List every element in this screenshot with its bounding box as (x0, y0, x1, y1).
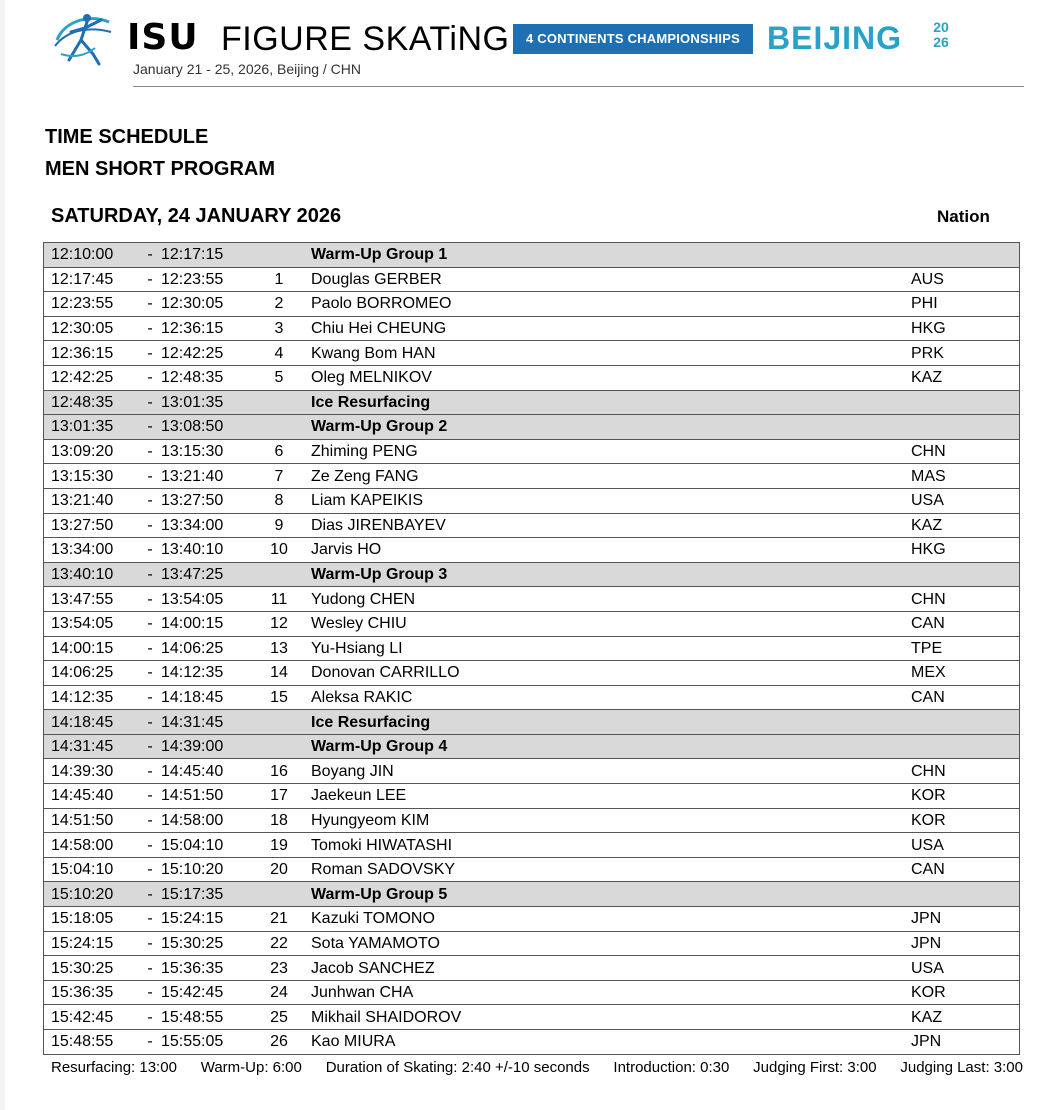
start-number: 22 (257, 931, 301, 956)
start-number: 13 (257, 636, 301, 661)
nation-code: USA (911, 956, 1020, 981)
skater-name: Liam KAPEIKIS (301, 488, 911, 513)
end-time: 14:45:40 (161, 759, 257, 784)
end-time: 14:31:45 (161, 710, 257, 735)
end-time: 15:10:20 (161, 857, 257, 882)
schedule-group-row (44, 882, 1020, 907)
start-time: 12:17:45 (44, 267, 140, 292)
nation-code: PHI (911, 292, 1020, 317)
isu-logo-text: ISU (127, 17, 199, 58)
skater-name: Ze Zeng FANG (301, 464, 911, 489)
nation-code: MAS (911, 464, 1020, 489)
start-number: 25 (257, 1005, 301, 1030)
start-time: 13:27:50 (44, 513, 140, 538)
nation-code: CAN (911, 857, 1020, 882)
nation-code: AUS (911, 267, 1020, 292)
start-number (257, 243, 301, 268)
skater-name: Tomoki HIWATASHI (301, 833, 911, 858)
nation-code: CAN (911, 611, 1020, 636)
start-number (257, 882, 301, 907)
start-time: 14:45:40 (44, 784, 140, 809)
start-time: 15:24:15 (44, 931, 140, 956)
end-time: 15:48:55 (161, 1005, 257, 1030)
nation-code: JPN (911, 1030, 1020, 1055)
start-number: 21 (257, 907, 301, 932)
footer-duration: Duration of Skating: 2:40 +/-10 seconds (325, 1059, 590, 1076)
schedule-row (44, 611, 1020, 636)
header-divider (133, 86, 1024, 87)
end-time: 15:17:35 (161, 882, 257, 907)
end-time: 13:27:50 (161, 488, 257, 513)
start-time: 13:09:20 (44, 439, 140, 464)
start-time: 15:04:10 (44, 857, 140, 882)
skater-name: Junhwan CHA (301, 980, 911, 1005)
time-separator: - (139, 538, 161, 563)
group-label: Ice Resurfacing (301, 710, 911, 735)
schedule-row (44, 267, 1020, 292)
start-number: 8 (257, 488, 301, 513)
skater-name: Paolo BORROMEO (301, 292, 911, 317)
start-time: 14:31:45 (44, 734, 140, 759)
time-separator: - (139, 636, 161, 661)
nation-code: HKG (911, 538, 1020, 563)
schedule-row (44, 464, 1020, 489)
event-header (49, 8, 1024, 80)
start-time: 13:40:10 (44, 562, 140, 587)
time-separator: - (139, 685, 161, 710)
nation-code (911, 390, 1020, 415)
start-number (257, 415, 301, 440)
time-separator: - (139, 587, 161, 612)
start-number: 3 (257, 316, 301, 341)
start-number: 19 (257, 833, 301, 858)
time-separator: - (139, 611, 161, 636)
nation-code: USA (911, 833, 1020, 858)
start-number: 24 (257, 980, 301, 1005)
nation-code: KAZ (911, 513, 1020, 538)
start-time: 13:01:35 (44, 415, 140, 440)
end-time: 15:36:35 (161, 956, 257, 981)
nation-code: KOR (911, 808, 1020, 833)
start-time: 13:47:55 (44, 587, 140, 612)
schedule-group-row (44, 243, 1020, 268)
skater-name: Aleksa RAKIC (301, 685, 911, 710)
start-time: 12:48:35 (44, 390, 140, 415)
time-separator: - (139, 1030, 161, 1055)
end-time: 15:42:45 (161, 980, 257, 1005)
schedule-group-row (44, 562, 1020, 587)
end-time: 15:24:15 (161, 907, 257, 932)
schedule-row (44, 1030, 1020, 1055)
schedule-group-row (44, 390, 1020, 415)
time-separator: - (139, 562, 161, 587)
footer-introduction: Introduction: 0:30 (613, 1059, 730, 1076)
event-year-top: 20 (933, 19, 949, 35)
start-time: 15:10:20 (44, 882, 140, 907)
time-separator: - (139, 710, 161, 735)
end-time: 13:40:10 (161, 538, 257, 563)
nation-code: KOR (911, 784, 1020, 809)
nation-column-header: Nation (937, 207, 990, 226)
schedule-row (44, 1005, 1020, 1030)
skater-name: Yudong CHEN (301, 587, 911, 612)
group-label: Ice Resurfacing (301, 390, 911, 415)
start-number (257, 562, 301, 587)
end-time: 14:00:15 (161, 611, 257, 636)
time-separator: - (139, 267, 161, 292)
skater-name: Hyungyeom KIM (301, 808, 911, 833)
start-number: 10 (257, 538, 301, 563)
start-time: 14:06:25 (44, 661, 140, 686)
start-time: 15:42:45 (44, 1005, 140, 1030)
time-separator: - (139, 1005, 161, 1030)
schedule-row (44, 759, 1020, 784)
end-time: 13:54:05 (161, 587, 257, 612)
start-time: 12:10:00 (44, 243, 140, 268)
skater-name: Yu-Hsiang LI (301, 636, 911, 661)
skater-name: Roman SADOVSKY (301, 857, 911, 882)
end-time: 12:36:15 (161, 316, 257, 341)
start-number: 17 (257, 784, 301, 809)
end-time: 15:55:05 (161, 1030, 257, 1055)
start-number: 12 (257, 611, 301, 636)
start-time: 13:15:30 (44, 464, 140, 489)
time-separator: - (139, 882, 161, 907)
time-separator: - (139, 292, 161, 317)
nation-code (911, 734, 1020, 759)
schedule-row (44, 980, 1020, 1005)
nation-code: KAZ (911, 1005, 1020, 1030)
schedule-row (44, 292, 1020, 317)
nation-code: HKG (911, 316, 1020, 341)
schedule-row (44, 636, 1020, 661)
schedule-row (44, 907, 1020, 932)
end-time: 12:23:55 (161, 267, 257, 292)
end-time: 12:30:05 (161, 292, 257, 317)
skater-name: Sota YAMAMOTO (301, 931, 911, 956)
skater-name: Douglas GERBER (301, 267, 911, 292)
nation-code: JPN (911, 907, 1020, 932)
end-time: 14:39:00 (161, 734, 257, 759)
start-time: 12:30:05 (44, 316, 140, 341)
nation-code: USA (911, 488, 1020, 513)
schedule-row (44, 513, 1020, 538)
time-separator: - (139, 661, 161, 686)
nation-code (911, 710, 1020, 735)
skater-logo-icon (51, 10, 117, 68)
schedule-row (44, 685, 1020, 710)
schedule-row (44, 833, 1020, 858)
nation-code (911, 415, 1020, 440)
time-separator: - (139, 464, 161, 489)
nation-code (911, 882, 1020, 907)
schedule-group-row (44, 710, 1020, 735)
start-number (257, 390, 301, 415)
footer-resurfacing: Resurfacing: 13:00 (51, 1059, 177, 1076)
time-separator: - (139, 759, 161, 784)
start-number: 1 (257, 267, 301, 292)
segment-title: MEN SHORT PROGRAM (45, 158, 275, 180)
skater-name: Kao MIURA (301, 1030, 911, 1055)
start-number: 20 (257, 857, 301, 882)
start-number: 5 (257, 365, 301, 390)
schedule-row (44, 316, 1020, 341)
time-separator: - (139, 439, 161, 464)
schedule-row (44, 488, 1020, 513)
nation-code (911, 243, 1020, 268)
event-year (929, 20, 953, 50)
event-year-bottom: 26 (933, 34, 949, 50)
schedule-date: SATURDAY, 24 JANUARY 2026 (51, 205, 342, 227)
event-dates: January 21 - 25, 2026, Beijing / CHN (133, 61, 362, 77)
host-city: BEIJING (767, 20, 903, 56)
group-label: Warm-Up Group 5 (301, 882, 911, 907)
start-number (257, 734, 301, 759)
schedule-row (44, 784, 1020, 809)
start-time: 12:23:55 (44, 292, 140, 317)
start-number: 18 (257, 808, 301, 833)
start-time: 12:36:15 (44, 341, 140, 366)
schedule-row (44, 587, 1020, 612)
start-time: 13:34:00 (44, 538, 140, 563)
start-time: 14:00:15 (44, 636, 140, 661)
time-separator: - (139, 488, 161, 513)
start-number: 9 (257, 513, 301, 538)
end-time: 14:58:00 (161, 808, 257, 833)
group-label: Warm-Up Group 4 (301, 734, 911, 759)
schedule-row (44, 956, 1020, 981)
nation-code: PRK (911, 341, 1020, 366)
start-time: 14:18:45 (44, 710, 140, 735)
end-time: 13:34:00 (161, 513, 257, 538)
nation-code: CHN (911, 759, 1020, 784)
time-separator: - (139, 316, 161, 341)
start-time: 14:39:30 (44, 759, 140, 784)
time-separator: - (139, 808, 161, 833)
footer-warmup: Warm-Up: 6:00 (200, 1059, 302, 1076)
start-number: 15 (257, 685, 301, 710)
time-separator: - (139, 341, 161, 366)
start-time: 14:58:00 (44, 833, 140, 858)
group-label: Warm-Up Group 2 (301, 415, 911, 440)
schedule-row (44, 661, 1020, 686)
skater-name: Boyang JIN (301, 759, 911, 784)
skater-name: Chiu Hei CHEUNG (301, 316, 911, 341)
start-number: 4 (257, 341, 301, 366)
schedule-group-row (44, 734, 1020, 759)
nation-code: CHN (911, 587, 1020, 612)
start-time: 15:18:05 (44, 907, 140, 932)
time-separator: - (139, 931, 161, 956)
schedule-row (44, 365, 1020, 390)
schedule-table (43, 242, 1020, 1055)
nation-code: JPN (911, 931, 1020, 956)
time-separator: - (139, 857, 161, 882)
nation-code: TPE (911, 636, 1020, 661)
time-separator: - (139, 390, 161, 415)
group-label: Warm-Up Group 3 (301, 562, 911, 587)
end-time: 12:48:35 (161, 365, 257, 390)
skater-name: Donovan CARRILLO (301, 661, 911, 686)
skater-name: Zhiming PENG (301, 439, 911, 464)
start-number: 16 (257, 759, 301, 784)
skater-name: Wesley CHIU (301, 611, 911, 636)
end-time: 13:21:40 (161, 464, 257, 489)
schedule-title: TIME SCHEDULE (45, 126, 209, 148)
start-number: 14 (257, 661, 301, 686)
skater-name: Kwang Bom HAN (301, 341, 911, 366)
schedule-row (44, 931, 1020, 956)
time-separator: - (139, 833, 161, 858)
start-time: 15:30:25 (44, 956, 140, 981)
footer-judging-last: Judging Last: 3:00 (900, 1059, 1023, 1076)
start-number (257, 710, 301, 735)
end-time: 14:12:35 (161, 661, 257, 686)
nation-code (911, 562, 1020, 587)
start-number: 2 (257, 292, 301, 317)
schedule-row (44, 439, 1020, 464)
schedule-row (44, 538, 1020, 563)
schedule-row (44, 808, 1020, 833)
start-number: 7 (257, 464, 301, 489)
end-time: 13:01:35 (161, 390, 257, 415)
start-time: 12:42:25 (44, 365, 140, 390)
nation-code: CAN (911, 685, 1020, 710)
skater-name: Jarvis HO (301, 538, 911, 563)
time-separator: - (139, 907, 161, 932)
skater-name: Kazuki TOMONO (301, 907, 911, 932)
end-time: 15:04:10 (161, 833, 257, 858)
start-number: 11 (257, 587, 301, 612)
start-time: 13:21:40 (44, 488, 140, 513)
timing-footer (51, 1059, 1023, 1077)
time-separator: - (139, 243, 161, 268)
group-label: Warm-Up Group 1 (301, 243, 911, 268)
end-time: 13:47:25 (161, 562, 257, 587)
sport-title: FIGURE SKATiNG (221, 20, 510, 58)
skater-name: Mikhail SHAIDOROV (301, 1005, 911, 1030)
start-number: 23 (257, 956, 301, 981)
end-time: 12:42:25 (161, 341, 257, 366)
start-time: 15:48:55 (44, 1030, 140, 1055)
time-separator: - (139, 365, 161, 390)
time-separator: - (139, 415, 161, 440)
time-separator: - (139, 956, 161, 981)
start-time: 13:54:05 (44, 611, 140, 636)
end-time: 14:18:45 (161, 685, 257, 710)
nation-code: MEX (911, 661, 1020, 686)
start-time: 14:12:35 (44, 685, 140, 710)
start-time: 14:51:50 (44, 808, 140, 833)
nation-code: CHN (911, 439, 1020, 464)
skater-name: Oleg MELNIKOV (301, 365, 911, 390)
time-separator: - (139, 784, 161, 809)
start-number: 26 (257, 1030, 301, 1055)
time-separator: - (139, 734, 161, 759)
end-time: 12:17:15 (161, 243, 257, 268)
end-time: 15:30:25 (161, 931, 257, 956)
nation-code: KOR (911, 980, 1020, 1005)
time-separator: - (139, 980, 161, 1005)
end-time: 13:08:50 (161, 415, 257, 440)
skater-name: Dias JIRENBAYEV (301, 513, 911, 538)
time-separator: - (139, 513, 161, 538)
championship-badge: 4 CONTINENTS CHAMPIONSHIPS (513, 24, 753, 54)
nation-code: KAZ (911, 365, 1020, 390)
schedule-row (44, 341, 1020, 366)
document-page (5, 0, 1053, 1110)
skater-name: Jacob SANCHEZ (301, 956, 911, 981)
start-time: 15:36:35 (44, 980, 140, 1005)
skater-name: Jaekeun LEE (301, 784, 911, 809)
schedule-group-row (44, 415, 1020, 440)
schedule-row (44, 857, 1020, 882)
start-number: 6 (257, 439, 301, 464)
end-time: 13:15:30 (161, 439, 257, 464)
end-time: 14:06:25 (161, 636, 257, 661)
footer-judging-first: Judging First: 3:00 (753, 1059, 877, 1076)
end-time: 14:51:50 (161, 784, 257, 809)
